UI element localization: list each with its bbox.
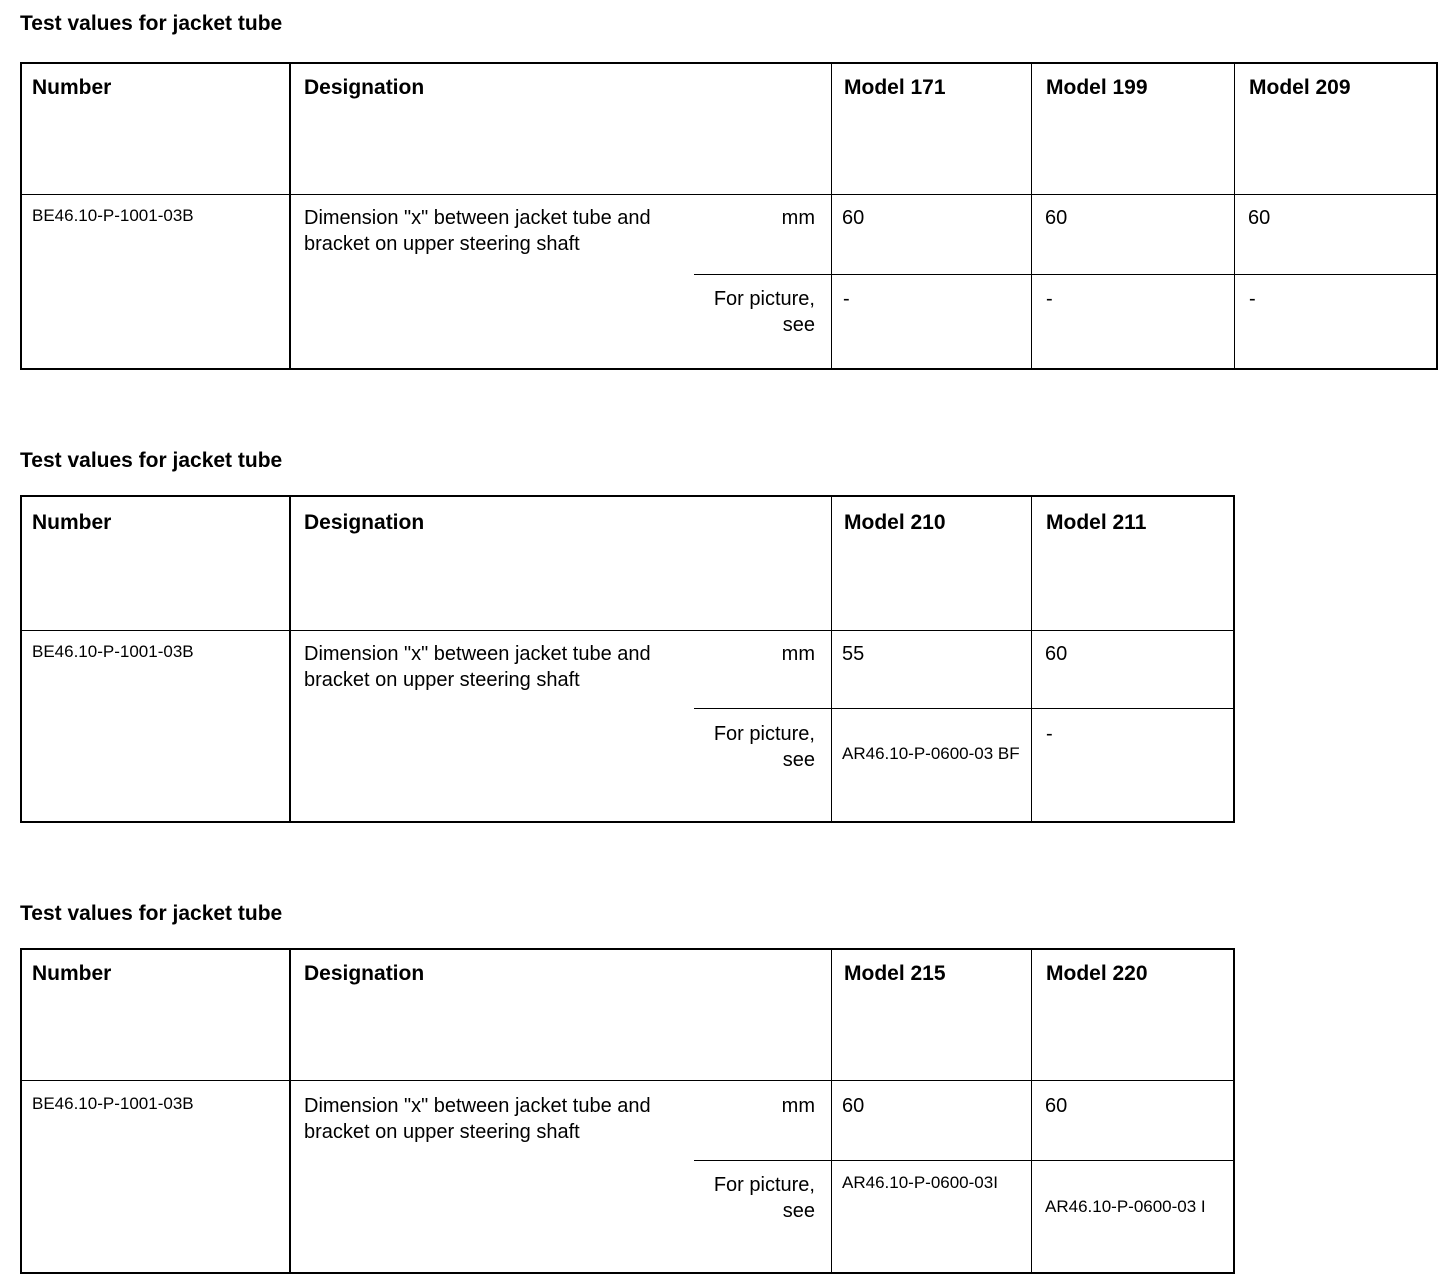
row-designation: Dimension "x" between jacket tube and bracket on upper steering shaft bbox=[304, 643, 651, 691]
row-number: BE46.10-P-1001-03B bbox=[32, 206, 194, 225]
picture-ref: - bbox=[843, 288, 850, 310]
test-values-table bbox=[20, 948, 1235, 1274]
row-number: BE46.10-P-1001-03B bbox=[32, 642, 194, 661]
picture-ref: AR46.10-P-0600-03I bbox=[842, 1173, 998, 1192]
header-number: Number bbox=[32, 76, 112, 99]
unit-picture: For picture, see bbox=[713, 288, 815, 336]
header-designation: Designation bbox=[304, 962, 425, 985]
mm-value: 60 bbox=[842, 1095, 865, 1117]
section-title: Test values for jacket tube bbox=[20, 449, 283, 472]
section-title: Test values for jacket tube bbox=[20, 12, 283, 35]
mm-value: 55 bbox=[842, 643, 865, 665]
header-designation: Designation bbox=[304, 511, 425, 534]
row-designation: Dimension "x" between jacket tube and bracket on upper steering shaft bbox=[304, 207, 651, 255]
header-model: Model 210 bbox=[844, 511, 946, 534]
mm-value: 60 bbox=[1045, 207, 1068, 229]
picture-ref: AR46.10-P-0600-03 I bbox=[1045, 1197, 1206, 1216]
picture-ref: AR46.10-P-0600-03 BF bbox=[842, 744, 1020, 763]
test-values-table bbox=[20, 495, 1235, 823]
mm-value: 60 bbox=[1045, 1095, 1068, 1117]
picture-ref: - bbox=[1046, 288, 1053, 310]
header-designation: Designation bbox=[304, 76, 425, 99]
picture-ref: - bbox=[1249, 288, 1256, 310]
picture-ref: - bbox=[1046, 723, 1053, 745]
unit-picture: For picture, see bbox=[713, 1174, 815, 1222]
section-title: Test values for jacket tube bbox=[20, 902, 283, 925]
unit-mm: mm bbox=[781, 1095, 815, 1117]
mm-value: 60 bbox=[1248, 207, 1271, 229]
header-number: Number bbox=[32, 962, 112, 985]
unit-picture: For picture, see bbox=[713, 723, 815, 771]
unit-mm: mm bbox=[781, 643, 815, 665]
header-model: Model 211 bbox=[1046, 511, 1147, 534]
header-model: Model 209 bbox=[1249, 76, 1351, 99]
row-number: BE46.10-P-1001-03B bbox=[32, 1094, 194, 1113]
mm-value: 60 bbox=[1045, 643, 1068, 665]
unit-mm: mm bbox=[781, 207, 815, 229]
header-model: Model 171 bbox=[844, 76, 946, 99]
header-model: Model 215 bbox=[844, 962, 946, 985]
header-model: Model 220 bbox=[1046, 962, 1148, 985]
row-designation: Dimension "x" between jacket tube and bracket on upper steering shaft bbox=[304, 1095, 651, 1143]
header-number: Number bbox=[32, 511, 112, 534]
header-model: Model 199 bbox=[1046, 76, 1148, 99]
mm-value: 60 bbox=[842, 207, 865, 229]
test-values-table bbox=[20, 62, 1438, 370]
